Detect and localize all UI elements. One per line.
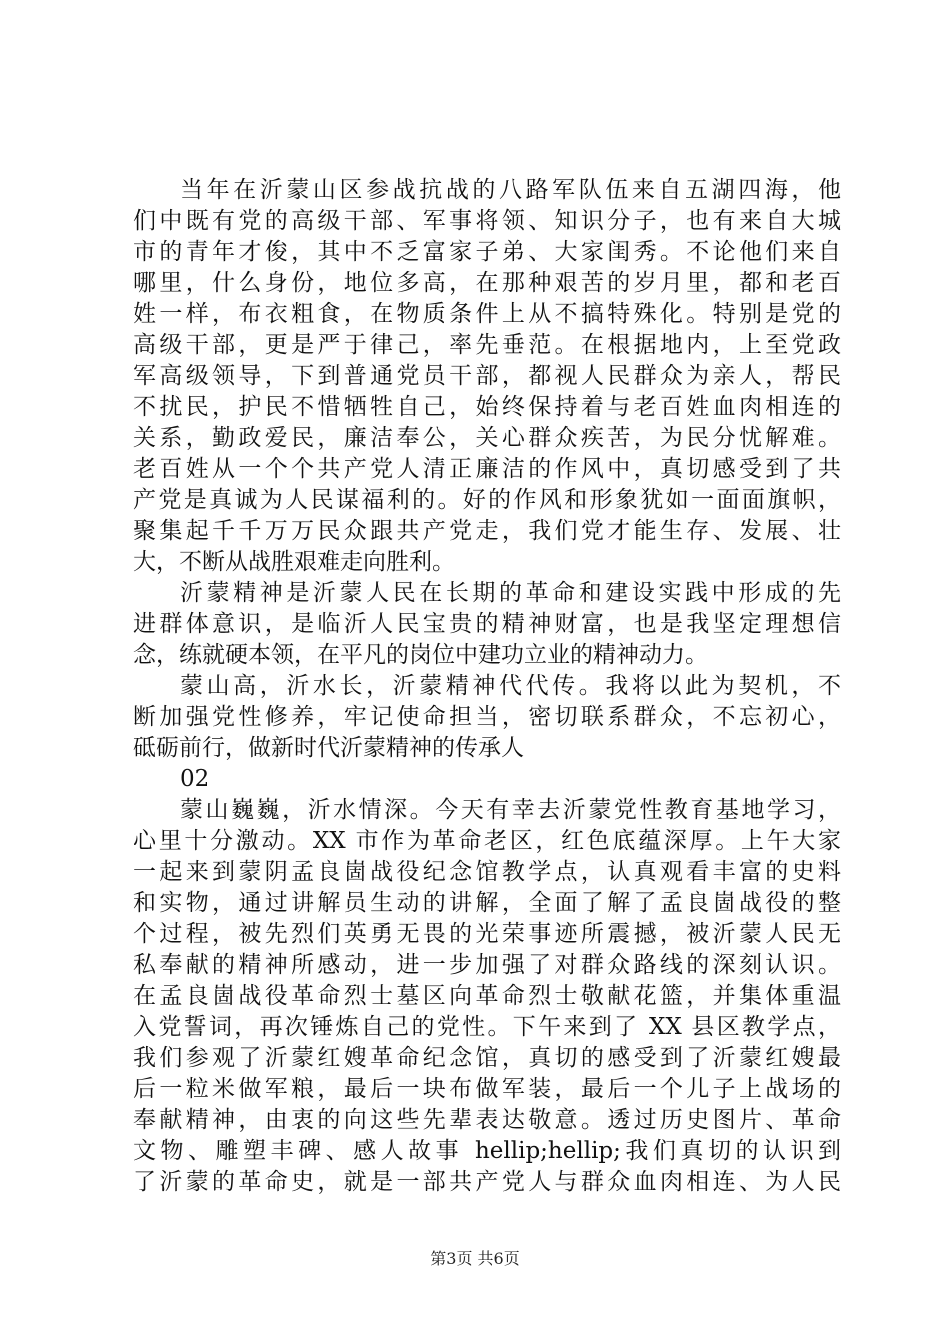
text-line: 姓一样，布衣粗食，在物质条件上从不搞特殊化。特别是党的 — [133, 301, 841, 327]
page-footer — [0, 1249, 950, 1269]
text-line: 奉献精神，由衷的向这些先辈表达敬意。透过历史图片、革命 — [133, 1107, 841, 1133]
text-line: 们中既有党的高级干部、军事将领、知识分子，也有来自大城 — [133, 208, 841, 234]
text-line: 产党是真诚为人民谋福利的。好的作风和形象犹如一面面旗帜， — [133, 487, 841, 513]
text-line: 关系，勤政爱民，廉洁奉公，关心群众疾苦，为民分忧解难。 — [133, 425, 841, 451]
text-line: 沂蒙精神是沂蒙人民在长期的革命和建设实践中形成的先 — [180, 580, 841, 606]
text-line: 蒙山高，沂水长，沂蒙精神代代传。我将以此为契机，不 — [180, 673, 841, 699]
text-line: 和实物，通过讲解员生动的讲解，全面了解了孟良崮战役的整 — [133, 890, 841, 916]
page-number-label: 第3页 共6页 — [430, 1249, 520, 1268]
text-line: 军高级领导，下到普通党员干部，都视人民群众为亲人，帮民 — [133, 363, 841, 389]
document-body — [133, 175, 841, 1198]
text-line: 聚集起千千万万民众跟共产党走，我们党才能生存、发展、壮 — [133, 518, 841, 544]
text-line: 在孟良崮战役革命烈士墓区向革命烈士敬献花篮，并集体重温 — [133, 983, 841, 1009]
text-line: 心里十分激动。XX 市作为革命老区，红色底蕴深厚。上午大家 — [133, 828, 841, 854]
text-line: 当年在沂蒙山区参战抗战的八路军队伍来自五湖四海，他 — [180, 177, 841, 203]
text-line: 断加强党性修养，牢记使命担当，密切联系群众，不忘初心， — [133, 704, 841, 730]
text-line: 高级干部，更是严于律己，率先垂范。在根据地内，上至党政 — [133, 332, 841, 358]
text-line: 后一粒米做军粮，最后一块布做军装，最后一个儿子上战场的 — [133, 1076, 841, 1102]
text-line: 文物、雕塑丰碑、感人故事 hellip;hellip;我们真切的认识到 — [133, 1138, 841, 1164]
text-line: 进群体意识，是临沂人民宝贵的精神财富，也是我坚定理想信 — [133, 611, 841, 637]
text-line: 大，不断从战胜艰难走向胜利。 — [133, 549, 455, 575]
text-line: 了沂蒙的革命史，就是一部共产党人与群众血肉相连、为人民 — [133, 1169, 841, 1195]
text-line: 个过程，被先烈们英勇无畏的光荣事迹所震撼，被沂蒙人民无 — [133, 921, 841, 947]
text-line: 哪里，什么身份，地位多高，在那种艰苦的岁月里，都和老百 — [133, 270, 841, 296]
text-line: 私奉献的精神所感动，进一步加强了对群众路线的深刻认识。 — [133, 952, 841, 978]
text-line: 不扰民，护民不惜牺牲自己，始终保持着与老百姓血肉相连的 — [133, 394, 841, 420]
text-line: 市的青年才俊，其中不乏富家子弟、大家闺秀。不论他们来自 — [133, 239, 841, 265]
text-line: 老百姓从一个个共产党人清正廉洁的作风中，真切感受到了共 — [133, 456, 841, 482]
text-line: 念，练就硬本领，在平凡的岗位中建功立业的精神动力。 — [133, 642, 708, 668]
text-line: 砥砺前行，做新时代沂蒙精神的传承人 — [133, 735, 524, 761]
text-line: 一起来到蒙阴孟良崮战役纪念馆教学点，认真观看丰富的史料 — [133, 859, 841, 885]
text-line: 我们参观了沂蒙红嫂革命纪念馆，真切的感受到了沂蒙红嫂最 — [133, 1045, 841, 1071]
text-line: 蒙山巍巍，沂水情深。今天有幸去沂蒙党性教育基地学习， — [180, 797, 841, 823]
text-line: 02 — [180, 766, 210, 792]
text-line: 入党誓词，再次锤炼自己的党性。下午来到了 XX 县区教学点， — [133, 1014, 841, 1040]
